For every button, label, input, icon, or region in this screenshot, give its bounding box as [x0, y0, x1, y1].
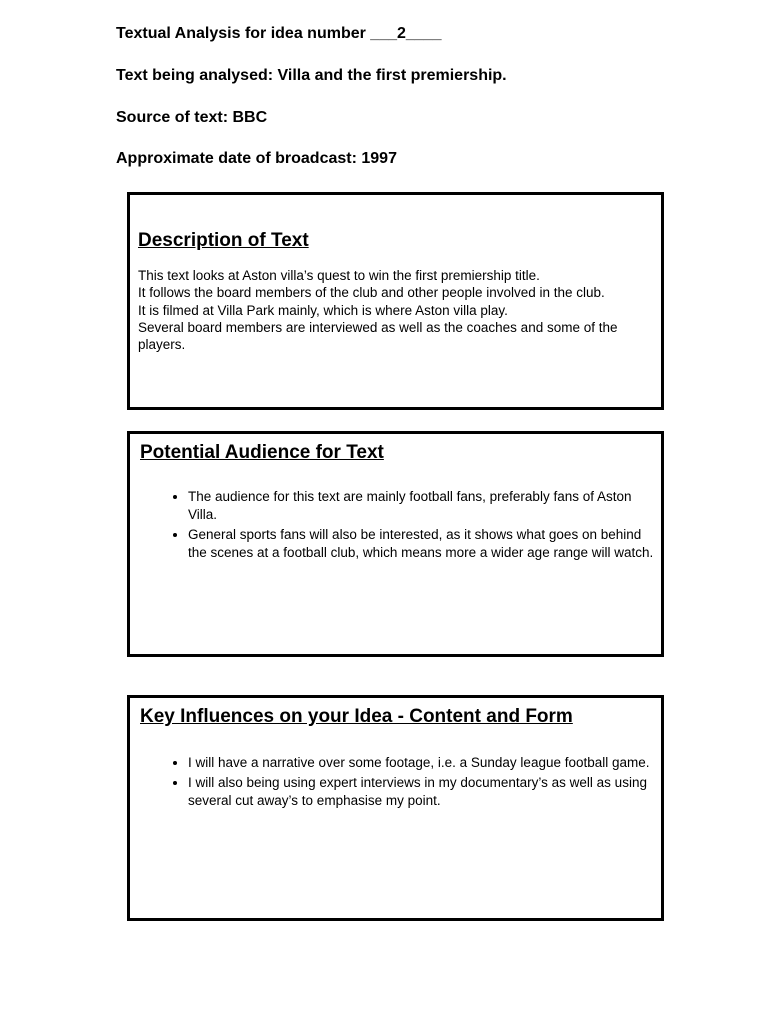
description-line: This text looks at Aston villa’s quest to win the first premiership title.: [138, 268, 540, 283]
influences-box: [127, 695, 664, 921]
description-line: It is filmed at Villa Park mainly, which is where Aston villa play.: [138, 302, 508, 318]
audience-title: Potential Audience for Text: [140, 442, 384, 463]
idea-number-line: Textual Analysis for idea number ___2____: [116, 25, 442, 42]
text-analysed-line: Text being analysed: Villa and the first premiership.: [116, 67, 507, 84]
audience-bullet: • The audience for this text are mainly football fans, preferably fans of Aston Villa.: [188, 488, 658, 524]
description-title: Description of Text: [138, 230, 309, 251]
influences-title: Key Influences on your Idea - Content and Form: [140, 706, 573, 727]
influences-bullet: • I will also being using expert interviews in my documentary’s as well as using several cut away’s to emphasise my point.: [188, 774, 658, 810]
influences-bullet: • I will have a narrative over some footage, i.e. a Sunday league football game.: [188, 754, 658, 772]
influences-list: [165, 754, 658, 812]
audience-box: [127, 431, 664, 657]
source-line: Source of text: BBC: [116, 109, 268, 126]
description-box: [127, 192, 664, 410]
broadcast-date-line: Approximate date of broadcast: 1997: [116, 150, 397, 167]
description-line: It follows the board members of the club and other people involved in the club.: [138, 285, 605, 301]
audience-bullet: • General sports fans will also be interested, as it shows what goes on behind the scenes at a football club, which means more a wider age range will watch.: [188, 526, 658, 562]
description-line: Several board members are interviewed as well as the coaches and some of the players.: [138, 319, 618, 353]
description-text: [138, 267, 648, 353]
audience-list: [165, 488, 658, 564]
